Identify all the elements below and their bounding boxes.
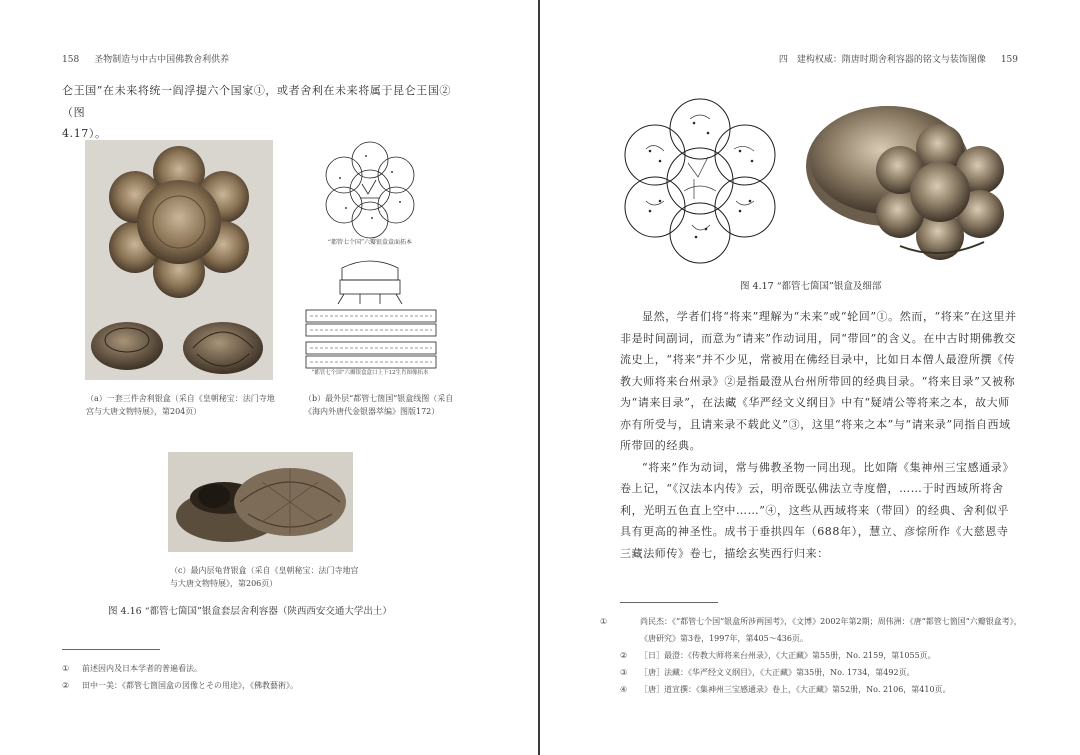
footnote-rule-right (620, 602, 718, 603)
running-head-title-left: 圣物制造与中古中国佛教舍利供养 (94, 55, 230, 65)
running-head-left (62, 52, 229, 65)
body-line: 仑王国”在未来将统一阎浮提六个国家①，或者舍利在未来将属于昆仑王国②（图 (62, 84, 452, 119)
drawing-label-top: “都管七个国”六瓣银盒盒面拓本 (327, 239, 413, 246)
body-paragraph: 显然，学者们将“将来”理解为“未来”或“轮回”①。然而，“将来”在这里并非是时间副词，而意为“请来”作动词用，同“带回”的含义。在中古时期佛教交流史上，“将来”并不少见，常被用在佛经目录中，比如日本僧人最澄所撰《传教大师将来台州录》②是指最澄从台州所带回的经典目录。“将来目录”又被称为“请来目录”，在法藏《华严经文义纲目》中有“疑靖公等将来之本，故大师亦有所受与，且请来录不载此义”③，这里“将来之本”与“请来录”同指自西域所带回的经典。 (620, 310, 1017, 452)
running-head-right (779, 52, 1018, 65)
page-number-left: 158 (62, 55, 80, 65)
line-drawing-figure (300, 140, 440, 380)
page-number-right: 159 (1000, 55, 1018, 65)
right-footnotes (600, 613, 1026, 698)
running-head-title-right: 四 建构权威：隋唐时期舍利容器的铭文与装饰图像 (778, 55, 986, 65)
right-body-text (620, 306, 1020, 564)
footnote-item: ② ［日］最澄：《传教大师将来台州录》，《大正藏》第55册，No. 2159，第1055页。 (620, 651, 936, 660)
drawing-label-bottom: “都管七个国”六瓣银盒盒口上下12生肖图像拓本 (311, 370, 429, 376)
figure-4-17-title: 图 4.17 “都管七箇国”银盒及细部 (740, 281, 882, 292)
footnote-item: ④ ［唐］道宣撰：《集神州三宝感通录》卷上，《大正藏》第52册，No. 2106，第410页。 (620, 685, 951, 694)
body-line: 4.17）。 (62, 127, 107, 140)
footnote-item: ① 尚民杰：《“都管七个国”银盒所涉两国考》，《文博》2002年第2期；周伟洲：《唐“都管七箇国”六瓣银盒考》，《唐研究》第3卷，1997年，第405～436页。 (600, 617, 1022, 643)
footnote-item: ③ ［唐］法藏：《华严经文义纲目》，《大正藏》第35册，No. 1734，第492页。 (620, 668, 915, 677)
left-footnotes (62, 660, 482, 694)
caption-c: （c）最内层龟背银盒（采自《皇朝秘宝：法门寺地宫与大唐文物特展》，第206页） (170, 566, 359, 588)
footnote-item: ② 田中一美：《都管七箇国盒の図像とその用途》，《佛教藝術》。 (62, 681, 298, 690)
tortoise-box-photo (168, 452, 353, 552)
left-body-text (62, 80, 472, 145)
footnote-rule-left (62, 649, 160, 650)
left-page (0, 0, 538, 755)
rubbing-drawing (612, 96, 788, 266)
footnote-item: ① 前述因内及日本学者的普遍看法。 (62, 664, 202, 673)
silver-box-photo (804, 96, 1026, 262)
right-page (540, 0, 1080, 755)
caption-b: （b）最外层“都管七箇国”银盒线图（采自《海内外唐代金银器萃编》图版172） (304, 394, 454, 416)
body-paragraph: “将来”作为动词，常与佛教圣物一同出现。比如隋《集神州三宝感通录》卷上记，“《汉法本内传》云，明帝既弘佛法立寺度僧，……于时西域所将舍利，光明五色直上空中……”④，这些从西域将来（带回）的经典、舍利似乎具有更高的神圣性。成书于垂拱四年（688年），慧立、彦悰所作《大慈恩寺三藏法师传》卷七，描绘玄奘西行归来： (620, 460, 1015, 560)
figure-4-16-title: 图 4.16 “都管七箇国”银盒套层舍利容器（陕西西安交通大学出土） (108, 606, 392, 617)
caption-a: （a）一套三件舍利银盒（采自《皇朝秘宝：法门寺地宫与大唐文物特展》，第204页） (86, 394, 275, 416)
reliquary-set-photo (85, 140, 273, 380)
